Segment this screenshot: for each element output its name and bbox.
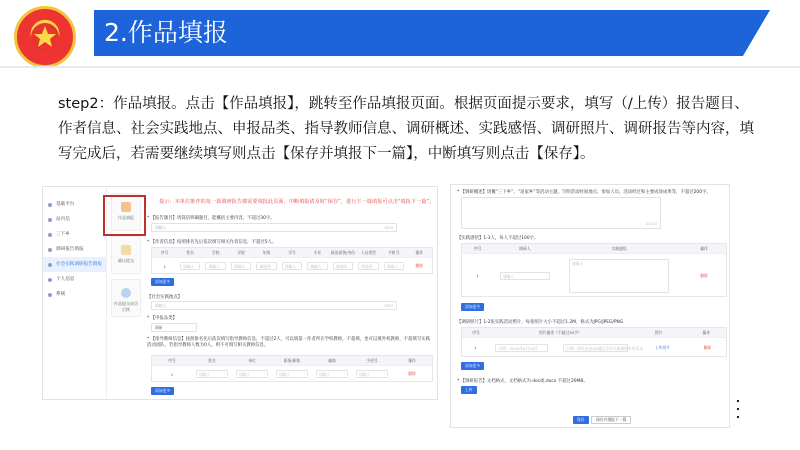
emblem-icon bbox=[17, 9, 73, 65]
char-count: 0/50 bbox=[384, 303, 393, 308]
slide-title: 2.作品填报 bbox=[104, 18, 228, 47]
political-select[interactable]: 请选择 bbox=[333, 262, 353, 270]
placeholder: 请输入 bbox=[155, 225, 167, 230]
sidebar-item-report-fill[interactable]: 社会实践调研报告填报 bbox=[43, 257, 106, 272]
photo-table bbox=[461, 327, 727, 357]
row-number: 1 bbox=[170, 371, 174, 377]
step-label: 作品填报 bbox=[118, 215, 134, 220]
table-row bbox=[462, 337, 726, 357]
col-header: 操作 bbox=[408, 358, 416, 363]
step-label: 确认提交 bbox=[118, 258, 134, 263]
upload-image-link[interactable]: 上传图片 bbox=[654, 344, 671, 350]
row-number: 1 bbox=[474, 345, 477, 350]
col-header: 序号 bbox=[473, 246, 482, 251]
col-header: 操作 bbox=[702, 330, 711, 335]
major-input[interactable]: 请输入 bbox=[307, 262, 327, 270]
char-count: 0/200 bbox=[646, 221, 657, 226]
location-label: 【社会实践地点】 bbox=[147, 295, 183, 300]
overview-label: * 【调研概述】请概“三下乡”、“返家乡”等活动主题、写明活动时间地点、参加人员、活动经过和主要成效成果等，不超过200字。 bbox=[457, 190, 711, 195]
report-title-input[interactable] bbox=[151, 223, 397, 232]
teacher-name-input[interactable]: 请输入 bbox=[196, 370, 228, 378]
upload-report-button[interactable]: 上传 bbox=[461, 386, 477, 394]
col-header: 邮箱 bbox=[328, 358, 336, 363]
table-row bbox=[152, 365, 432, 382]
insight-table bbox=[461, 243, 727, 297]
col-header: 学院 bbox=[237, 250, 245, 255]
student-id-input[interactable]: 请输入 bbox=[282, 262, 302, 270]
col-header: 姓名 bbox=[208, 358, 216, 363]
name-input[interactable]: 请输入 bbox=[180, 262, 200, 270]
add-author-button[interactable]: 添加更多 bbox=[151, 278, 174, 286]
col-header: 操作 bbox=[415, 250, 424, 255]
clock-icon bbox=[121, 288, 131, 298]
col-header: 序号 bbox=[160, 250, 169, 255]
teacher-title-input[interactable]: 请输入 bbox=[276, 370, 308, 378]
photo-desc-input[interactable]: 示例：团队走访XX地区学员开展调研宣传活动 bbox=[563, 344, 628, 352]
col-header: 专业 bbox=[313, 250, 322, 255]
col-header: 序号 bbox=[472, 330, 480, 335]
type-select[interactable]: 请选择 bbox=[358, 262, 378, 270]
table-header bbox=[152, 248, 432, 257]
report-title-label: * 【报告题目】请简洁明确题目，能概括主要内容，不超过30字。 bbox=[147, 216, 275, 221]
char-count: 0/30 bbox=[384, 225, 393, 230]
col-header: 人员类型 bbox=[360, 250, 376, 255]
col-header: 学号 bbox=[288, 250, 296, 255]
save-next-button[interactable]: 保存并填报下一篇 bbox=[591, 416, 631, 424]
photo-label: 【调研照片】1-2张实践活动照片，每张照片大小不超过1.2M，格式为JPG/JPEG/PNG bbox=[457, 320, 624, 325]
college-input[interactable]: 请输入 bbox=[231, 262, 251, 270]
col-header: 职务/职称 bbox=[283, 358, 301, 363]
location-input[interactable] bbox=[151, 301, 397, 310]
col-header: 手机号 bbox=[388, 250, 400, 255]
confirm-icon bbox=[121, 245, 131, 255]
teacher-label: * 【指导教师信息】按照排名先后依次填写指导教师信息，不超过2人，可以填第一作者所在学校教师，不超填，也可以填外校教师，不超填写实践活动团队，若指导教师人数为0人，则不可填写相关教师信息。 bbox=[147, 337, 430, 348]
photo-desc-input[interactable]: 示例：2020年8月20日 bbox=[495, 344, 548, 352]
sidebar-item-sanxiaxiang[interactable]: 三下乡 bbox=[43, 227, 106, 242]
youth-league-logo bbox=[14, 6, 76, 68]
col-header: 图片 bbox=[654, 330, 663, 335]
sidebar-item-system[interactable]: 系统 bbox=[43, 287, 106, 302]
phone-input[interactable]: 请输入 bbox=[384, 262, 404, 270]
grade-select[interactable]: 请选择 bbox=[256, 262, 276, 270]
teacher-phone-input[interactable]: 请输入 bbox=[356, 370, 388, 378]
teacher-unit-input[interactable]: 请输入 bbox=[236, 370, 268, 378]
left-screenshot bbox=[42, 186, 438, 400]
col-header: 序号 bbox=[168, 358, 176, 363]
add-insight-button[interactable]: 添加更多 bbox=[461, 303, 484, 311]
overview-textarea[interactable] bbox=[461, 197, 661, 229]
sidebar-item-profile[interactable]: 个人信息 bbox=[43, 272, 106, 287]
row-number: 1 bbox=[476, 273, 479, 278]
category-select[interactable]: 调研 bbox=[151, 323, 197, 332]
delete-link[interactable]: 删除 bbox=[700, 272, 708, 278]
step-label: 作品提交成功 后续 bbox=[114, 301, 138, 312]
tip-text: 提示：本单位推荐的每一篇调研报告都需要填报此页面，中断填报请及时“保存”，进行下一篇填报可点击“填报下一篇”。 bbox=[159, 199, 435, 205]
table-row bbox=[462, 253, 726, 297]
col-header: 单位 bbox=[248, 358, 256, 363]
insight-textarea[interactable]: 请输入 bbox=[569, 259, 670, 293]
teacher-email-input[interactable]: 请输入 bbox=[316, 370, 348, 378]
table-header bbox=[462, 328, 726, 337]
add-teacher-button[interactable]: 添加更多 bbox=[151, 387, 174, 395]
table-row bbox=[152, 257, 432, 274]
save-button[interactable]: 保存 bbox=[573, 416, 589, 424]
col-header: 学校 bbox=[211, 250, 220, 255]
right-screenshot bbox=[450, 184, 730, 428]
delete-link[interactable]: 删除 bbox=[415, 263, 424, 268]
author-table bbox=[151, 247, 433, 274]
col-header: 操作 bbox=[700, 246, 708, 251]
step-success[interactable] bbox=[111, 279, 141, 317]
school-input[interactable]: 请输入 bbox=[205, 262, 225, 270]
slide-description: step2：作品填报。点击【作品填报】，跳转至作品填报页面。根据页面提示要求，填写（/上传）报告题目、作者信息、社会实践地点、申报品类、指导教师信息、调研概述、实践感悟、调研照片、调研报告等内容，填写完成后，若需要继续填写则点击【保存并填报下一篇】，中断填写则点击【保存】。 bbox=[58, 96, 754, 162]
delete-link[interactable]: 删除 bbox=[703, 344, 712, 350]
sidebar-item-basic[interactable]: 基础平台 bbox=[43, 197, 106, 212]
col-header: 图片描述（不超过30字） bbox=[538, 330, 582, 335]
researcher-input[interactable]: 请输入 bbox=[500, 272, 550, 280]
sidebar-item-report[interactable]: 调研报告填报 bbox=[43, 242, 106, 257]
col-header: 姓名 bbox=[186, 250, 194, 255]
col-header: 政治面貌/身份 bbox=[330, 250, 355, 255]
col-header: 实践感悟 bbox=[611, 246, 627, 251]
highlight-box bbox=[103, 195, 146, 236]
scroll-dots bbox=[737, 400, 740, 424]
sidebar-item-message[interactable]: 站内信 bbox=[43, 212, 106, 227]
col-header: 调研人 bbox=[519, 246, 531, 251]
table-header bbox=[152, 356, 432, 365]
category-label: * 【申报品类】 bbox=[147, 316, 177, 321]
table-header bbox=[462, 244, 726, 253]
add-photo-button[interactable]: 添加更多 bbox=[461, 362, 484, 370]
row-number: 1 bbox=[163, 263, 166, 269]
delete-link[interactable]: 删除 bbox=[408, 371, 416, 376]
step-confirm[interactable] bbox=[111, 236, 141, 274]
teacher-table bbox=[151, 355, 433, 382]
col-header: 手机号 bbox=[366, 358, 378, 363]
sidebar-nav bbox=[43, 187, 107, 399]
insight-label: 【实践感悟】1-3人，每人不超过100字。 bbox=[457, 236, 539, 241]
col-header: 年级 bbox=[262, 250, 271, 255]
divider bbox=[0, 66, 800, 68]
author-label: * 【作者信息】按照排名先后依次填写相关作者信息，不超过5人。 bbox=[147, 240, 277, 245]
placeholder: 请输入 bbox=[155, 303, 167, 308]
report-file-label: * 【调研报告】文档格式，文档格式为.doc或.docx 不超过20MB。 bbox=[457, 379, 588, 384]
